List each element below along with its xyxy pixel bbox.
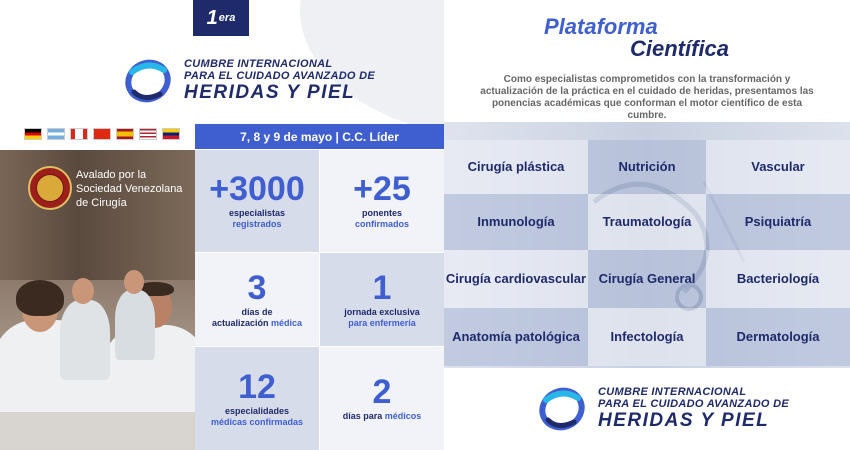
edition-number: 1 [206, 7, 218, 29]
stat-label: días de actualización médica [211, 306, 303, 328]
society-seal-icon [28, 166, 72, 210]
stat-label: días para médicos [342, 411, 422, 421]
logo-line-2: PARA EL CUIDADO AVANZADO DE [184, 70, 376, 82]
edition-badge [193, 0, 249, 36]
stat-number: 2 [372, 373, 392, 411]
endorsement-line-3: de Cirugía [76, 197, 127, 209]
stat-number: +3000 [209, 170, 305, 208]
logo-line-1: CUMBRE INTERNACIONAL [598, 386, 747, 398]
summit-logo-bottom [538, 386, 789, 432]
specialty-item: Traumatología [588, 194, 706, 250]
right-panel [444, 0, 850, 450]
specialty-item: Psiquiatría [706, 194, 850, 250]
specialty-item: Cirugía plástica [444, 140, 588, 194]
platform-description: Como especialistas comprometidos con la transformación y actualización de la práctica en el cuidado de heridas, presentamos las ponencias académicas que conforman el motor científico de esta cumbre. [480, 74, 814, 121]
platform-title-1: Plataforma [544, 14, 658, 39]
logo-line-3: HERIDAS Y PIEL [184, 82, 356, 103]
logo-line-3: HERIDAS Y PIEL [598, 410, 770, 431]
specialty-item: Dermatología [706, 308, 850, 366]
flag-spain-icon [116, 128, 134, 140]
stat-cell [320, 150, 444, 252]
specialty-item: Cirugía cardiovascular [444, 250, 588, 308]
summit-logo-icon [538, 386, 590, 432]
stats-grid [195, 150, 444, 450]
stat-cell [195, 150, 319, 252]
endorsement-text [76, 168, 182, 210]
stat-cell [195, 253, 319, 346]
country-flags [24, 128, 180, 140]
endorsement-line-2: Sociedad Venezolana [76, 183, 183, 195]
specialty-item: Bacteriología [706, 250, 850, 308]
stat-number: +25 [353, 170, 411, 208]
specialty-item: Inmunología [444, 194, 588, 250]
stat-number: 3 [247, 268, 267, 307]
stat-cell [320, 347, 444, 450]
flag-canada-icon [70, 128, 88, 140]
specialty-item: Nutrición [588, 140, 706, 194]
event-date-bar: 7, 8 y 9 de mayo | C.C. Líder [195, 124, 444, 149]
logo-line-2: PARA EL CUIDADO AVANZADO DE [598, 398, 790, 410]
flag-china-icon [93, 128, 111, 140]
specialty-item: Anatomía patológica [444, 308, 588, 366]
edition-suffix: era [218, 12, 236, 24]
specialty-item: Vascular [706, 140, 850, 194]
flag-venezuela-icon [162, 128, 180, 140]
stat-number: 1 [372, 268, 392, 307]
flag-germany-icon [24, 128, 42, 140]
flag-argentina-icon [47, 128, 65, 140]
stat-label: jornada exclusiva para enfermería [344, 306, 420, 328]
stat-cell [195, 347, 319, 450]
summit-logo-icon [124, 58, 176, 104]
stat-label: especialidades médicas confirmadas [210, 405, 304, 427]
endorsement-line-1: Avalado por la [76, 169, 147, 181]
specialty-item: Infectología [588, 308, 706, 366]
stat-cell [320, 253, 444, 346]
platform-title-2: Científica [630, 36, 730, 61]
summit-logo [124, 58, 375, 104]
logo-line-1: CUMBRE INTERNACIONAL [184, 58, 333, 70]
flag-usa-icon [139, 128, 157, 140]
stat-number: 12 [238, 367, 276, 406]
stat-label: especialistas registrados [228, 208, 286, 229]
stat-label: ponentes confirmados [354, 208, 409, 229]
specialty-item: Cirugía General [588, 250, 706, 308]
